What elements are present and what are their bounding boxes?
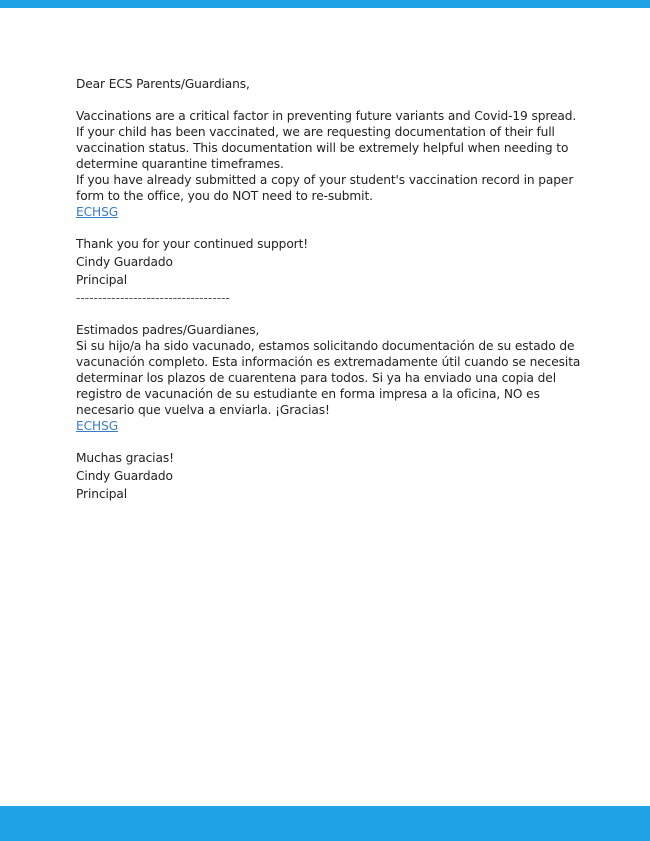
letter-body xyxy=(76,76,586,502)
english-body-line: If you have already submitted a copy of your student's vaccination record in paper xyxy=(76,173,574,187)
english-paragraph xyxy=(76,108,586,204)
english-signer-name: Cindy Guardado xyxy=(76,255,173,269)
english-body-line: If your child has been vaccinated, we are requesting documentation of their full xyxy=(76,125,555,139)
spacer xyxy=(76,92,586,108)
spacer xyxy=(76,434,586,442)
section-divider: ----------------------------------- xyxy=(76,291,230,305)
spacer xyxy=(76,228,586,236)
spacer xyxy=(76,442,586,450)
top-accent-bar xyxy=(0,0,650,8)
spanish-paragraph xyxy=(76,338,586,418)
english-closing: Thank you for your continued support! xyxy=(76,237,309,251)
english-greeting: Dear ECS Parents/Guardians, xyxy=(76,77,250,91)
spanish-signer-name: Cindy Guardado xyxy=(76,469,173,483)
english-signer-title: Principal xyxy=(76,273,128,287)
spanish-body-line: determinar los plazos de cuarentena para todos. Si ya ha enviado una copia del xyxy=(76,371,556,385)
spacer xyxy=(76,306,586,322)
spanish-closing: Muchas gracias! xyxy=(76,451,174,465)
bottom-accent-bar xyxy=(0,806,650,841)
english-body-line: vaccination status. This documentation will be extremely helpful when needing to xyxy=(76,141,569,155)
english-body-line: Vaccinations are a critical factor in preventing future variants and Covid-19 spread. xyxy=(76,109,577,123)
english-body-line: determine quarantine timeframes. xyxy=(76,157,284,171)
spanish-echsg-link[interactable]: ECHSG xyxy=(76,419,119,433)
spanish-body-line: vacunación completo. Esta información es extremadamente útil cuando se necesita xyxy=(76,355,581,369)
spanish-body-line: Si su hijo/a ha sido vacunado, estamos solicitando documentación de su estado de xyxy=(76,339,575,353)
spacer xyxy=(76,220,586,228)
spanish-signer-title: Principal xyxy=(76,487,128,501)
spanish-body-line: registro de vacunación de su estudiante en forma impresa a la oficina, NO es xyxy=(76,387,540,401)
spanish-body-line: necesario que vuelva a enviarla. ¡Gracias! xyxy=(76,403,330,417)
english-echsg-link[interactable]: ECHSG xyxy=(76,205,119,219)
english-body-line: form to the office, you do NOT need to re-submit. xyxy=(76,189,373,203)
spanish-greeting: Estimados padres/Guardianes, xyxy=(76,323,260,337)
